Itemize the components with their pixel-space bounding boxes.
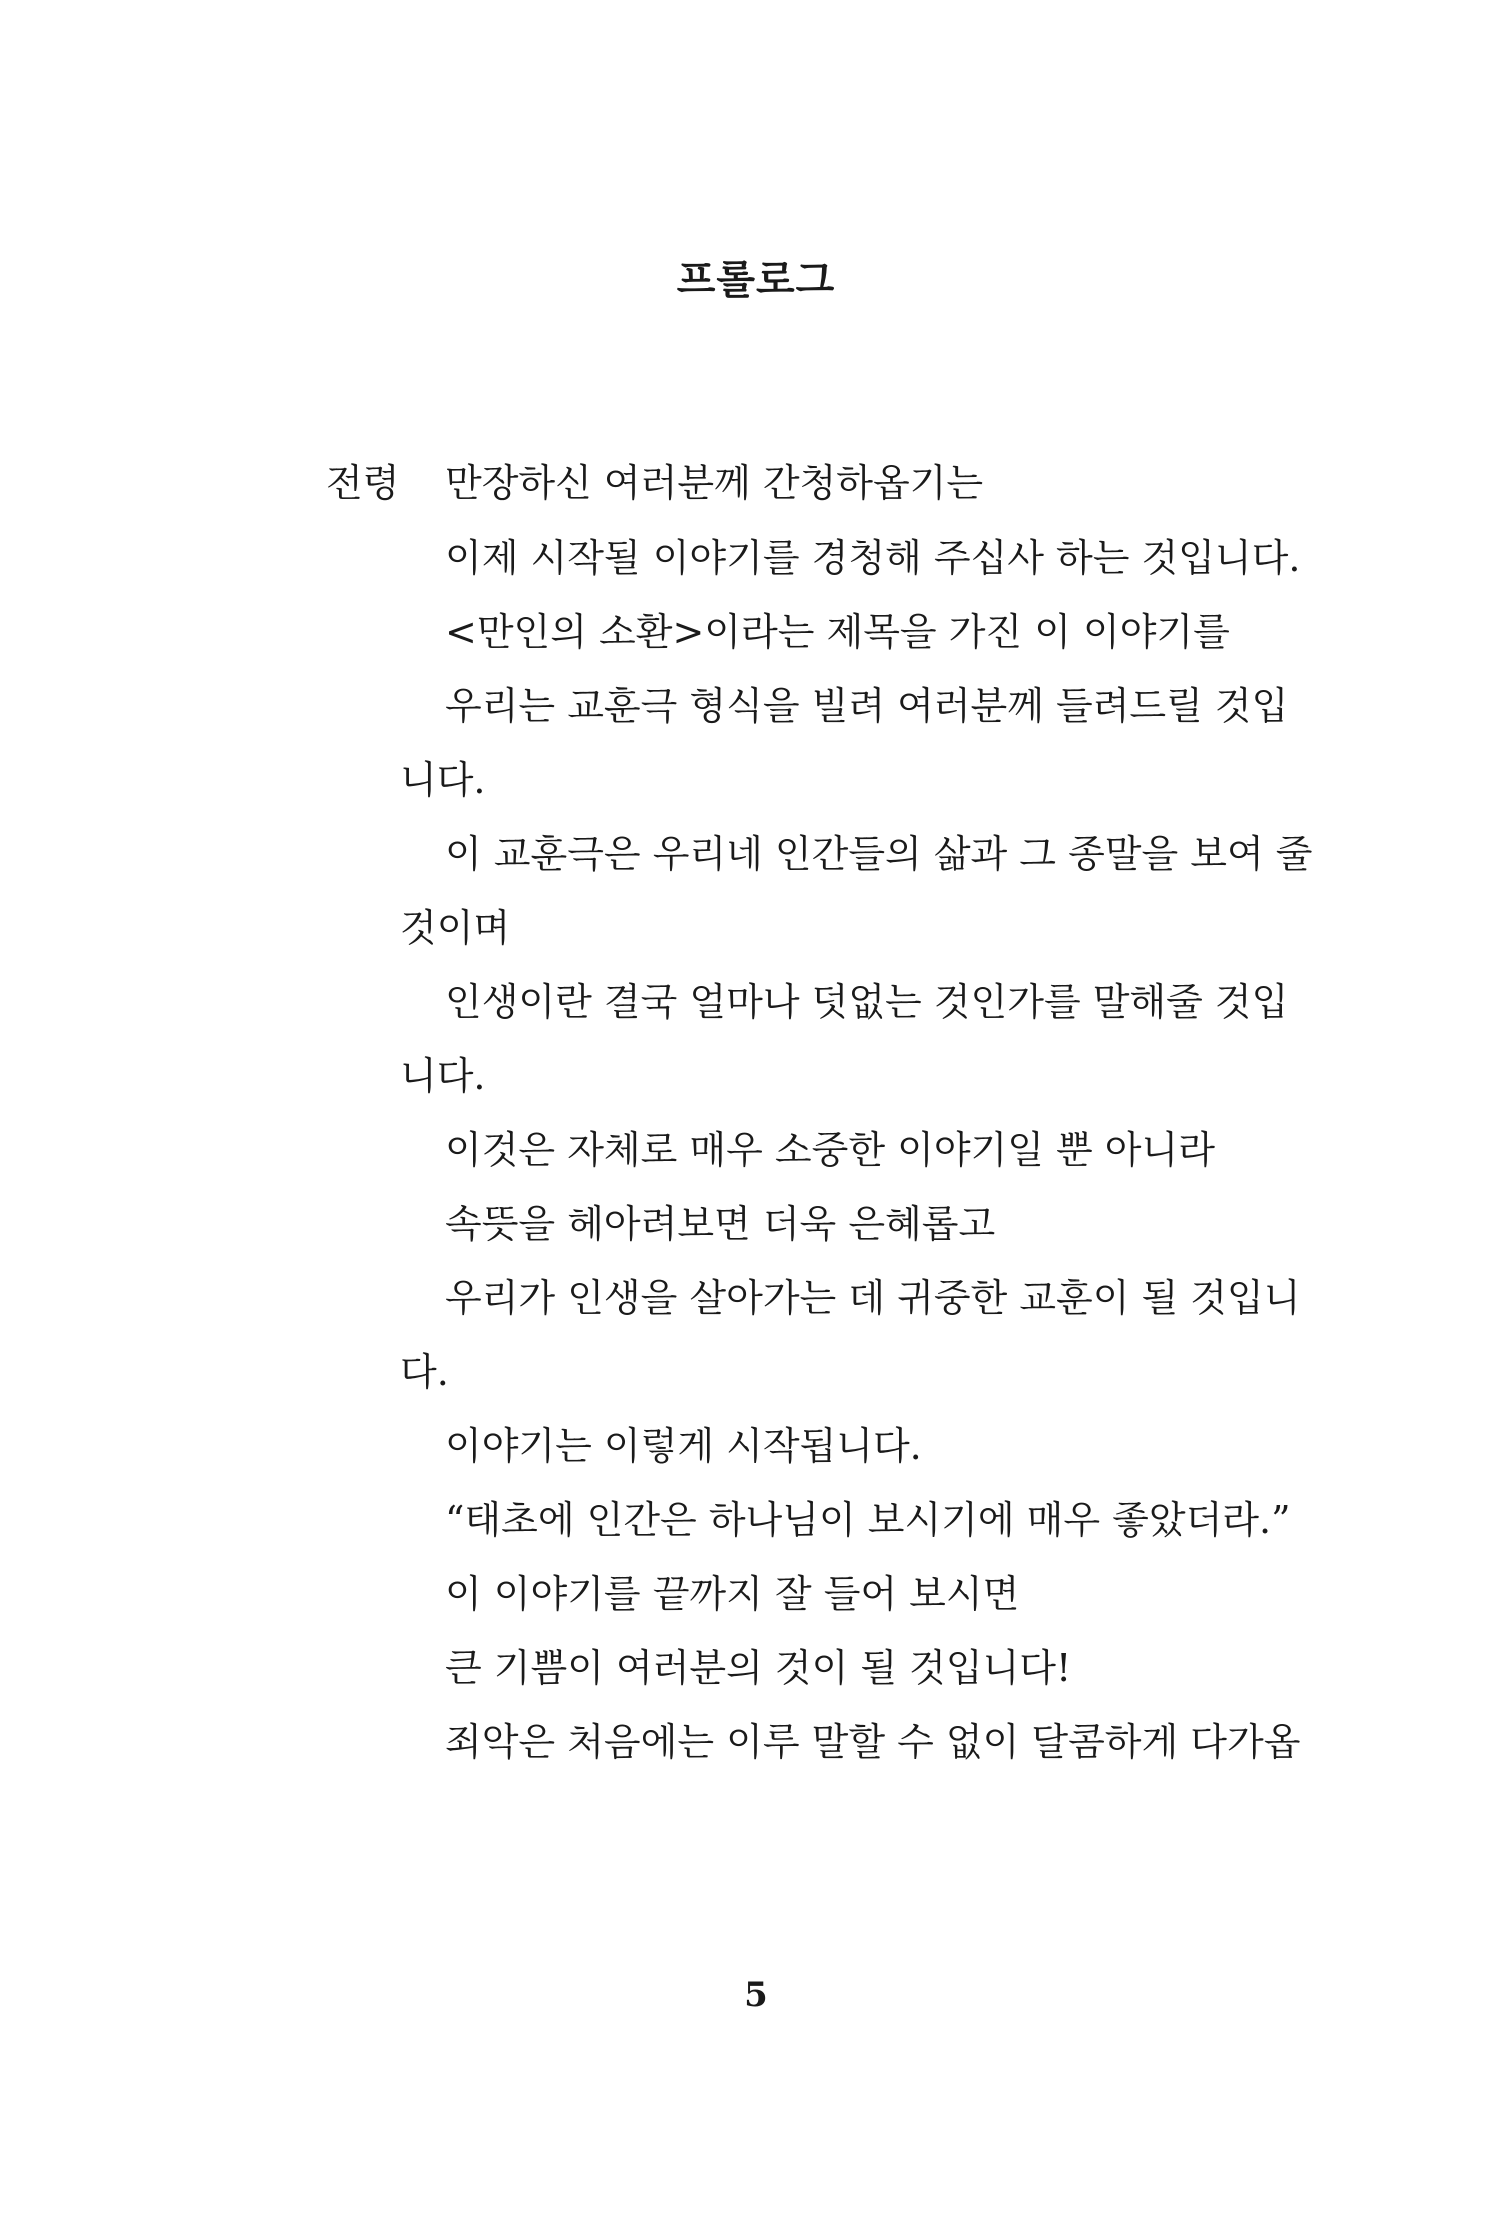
text-line: 니다.: [400, 758, 486, 802]
text-line: 이 이야기를 끝까지 잘 들어 보시면: [445, 1572, 1020, 1616]
text-line: 이 교훈극은 우리네 인간들의 삶과 그 종말을 보여 줄: [445, 832, 1313, 876]
text-line: 큰 기쁨이 여러분의 것이 될 것입니다!: [445, 1646, 1072, 1690]
text-line: 속뜻을 헤아려보면 더욱 은혜롭고: [445, 1202, 996, 1246]
text-line: 인생이란 결국 얼마나 덧없는 것인가를 말해줄 것입: [445, 980, 1289, 1024]
text-line: 죄악은 처음에는 이루 말할 수 없이 달콤하게 다가옵: [445, 1720, 1301, 1764]
text-line: 우리는 교훈극 형식을 빌려 여러분께 들려드릴 것입: [445, 684, 1289, 728]
page-number: 5: [744, 1975, 768, 2015]
text-line: 이제 시작될 이야기를 경청해 주십사 하는 것입니다.: [445, 536, 1301, 580]
page-title: 프롤로그: [676, 257, 836, 303]
text-line: “태초에 인간은 하나님이 보시기에 매우 좋았더라.”: [445, 1498, 1291, 1542]
speaker-label: 전령: [326, 461, 400, 505]
text-line: 니다.: [400, 1054, 486, 1098]
text-line: 것이며: [400, 906, 511, 950]
text-line: 만장하신 여러분께 간청하옵기는: [445, 461, 984, 505]
text-line: 이야기는 이렇게 시작됩니다.: [445, 1424, 922, 1468]
text-line: 이것은 자체로 매우 소중한 이야기일 뿐 아니라: [445, 1128, 1215, 1172]
text-line: 우리가 인생을 살아가는 데 귀중한 교훈이 될 것입니: [445, 1276, 1301, 1320]
text-line: <만인의 소환>이라는 제목을 가진 이 이야기를: [445, 610, 1230, 654]
text-line: 다.: [400, 1350, 449, 1394]
